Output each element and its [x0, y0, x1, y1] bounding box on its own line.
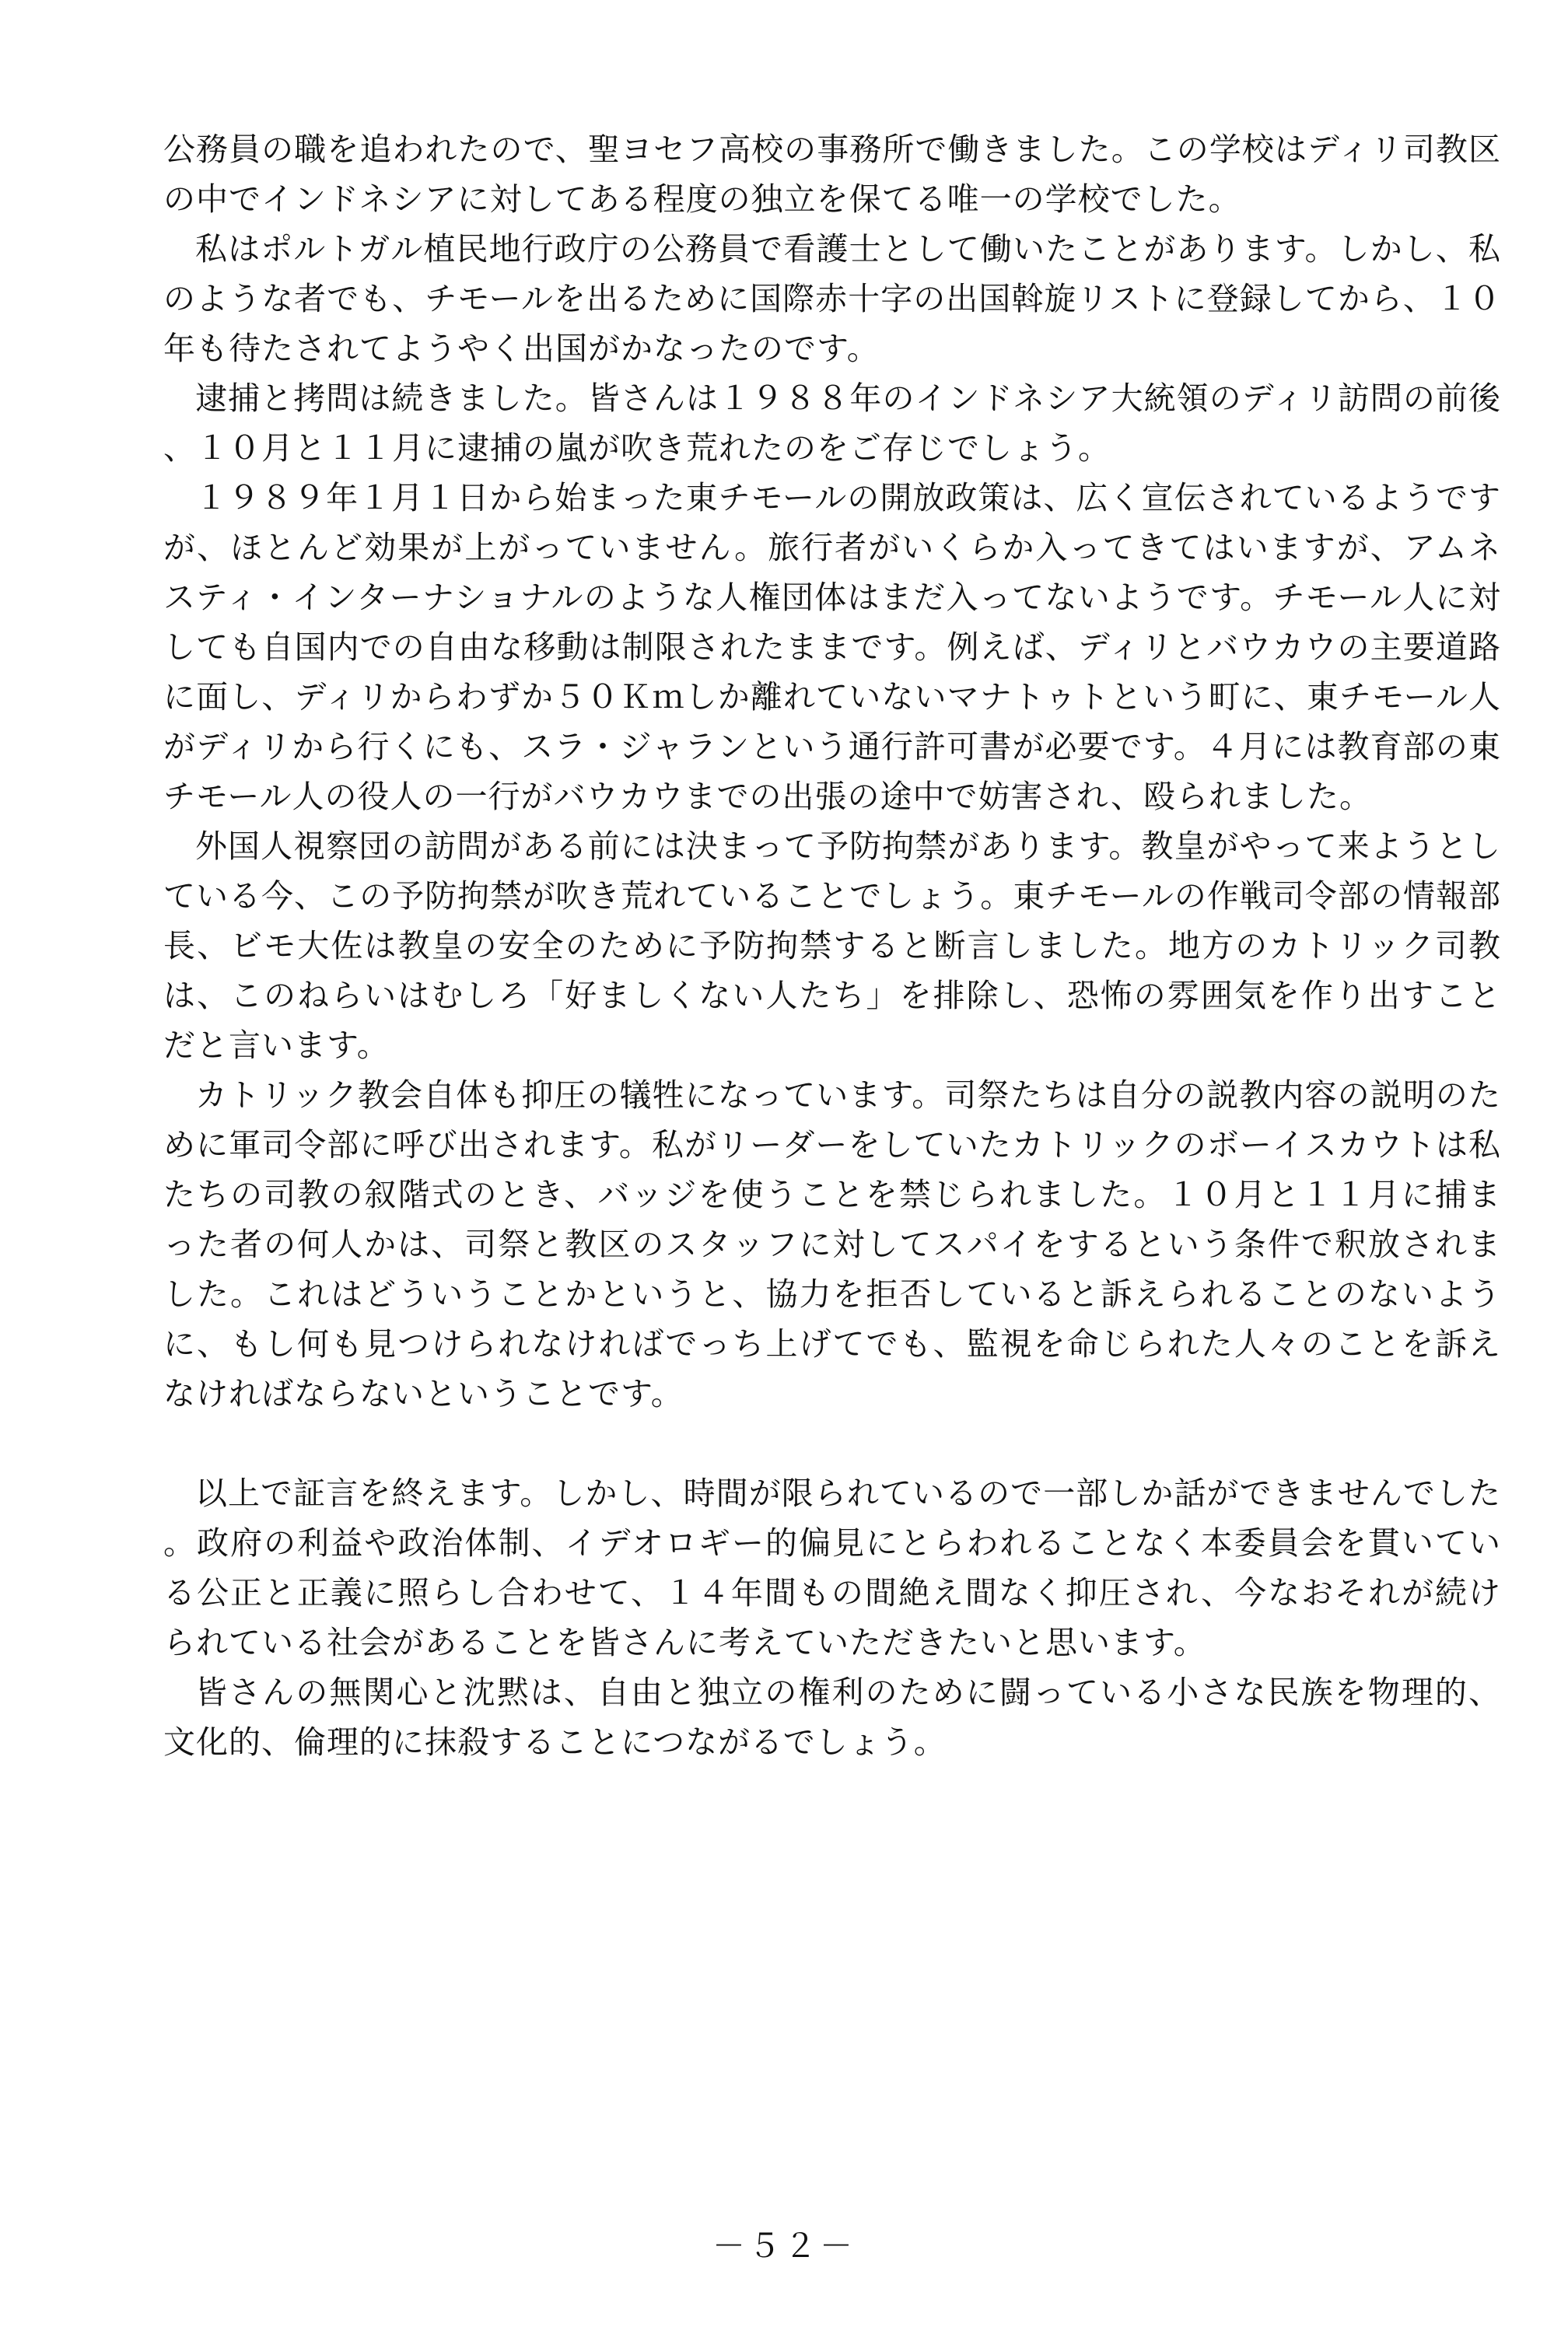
paragraph-catholic-church: カトリック教会自体も抑圧の犠牲になっています。司祭たちは自分の説教内容の説明のために軍司令部に呼び出されます。私がリーダーをしていたカトリックのボーイスカウトは私たちの司教の叙階式のとき、バッジを使うことを禁じられました。１０月と１１月に捕まった者の何人かは、司祭と教区のスタッフに対してスパイをするという条件で釈放されました。これはどういうことかというと、協力を拒否していると訴えられることのないように、もし何も見つけられなければでっち上げてでも、監視を命じられた人々のことを訴えなければならないということです。 [163, 1076, 1501, 1412]
paragraph-open-policy: １９８９年１月１日から始まった東チモールの開放政策は、広く宣伝されているようですが、ほとんど効果が上がっていません。旅行者がいくらか入ってきてはいますが、アムネスティ・インターナショナルのような人権団体はまだ入ってないようです。チモール人に対しても自国内での自由な移動は制限されたままです。例えば、ディリとバウカウの主要道路に面し、ディリからわずか５０Ｋｍしか離れていないマナトゥトという町に、東チモール人がディリから行くにも、スラ・ジャランという通行許可書が必要です。４月には教育部の東チモール人の役人の一行がバウカウまでの出張の途中で妨害され、殴られました。 [163, 479, 1501, 815]
paragraph-conclusion: 以上で証言を終えます。しかし、時間が限られているので一部しか話ができませんでした。政府の利益や政治体制、イデオロギー的偏見にとらわれることなく本委員会を貫いている公正と正義に照らし合わせて、１４年間もの間絶え間なく抑圧され、今なおそれが続けられている社会があることを皆さんに考えていただきたいと思います。 [163, 1475, 1501, 1661]
paragraph-arrests: 逮捕と拷問は続きました。皆さんは１９８８年のインドネシア大統領のディリ訪問の前後、１０月と１１月に逮捕の嵐が吹き荒れたのをご存じでしょう。 [163, 380, 1501, 467]
paragraph-employment: 公務員の職を追われたので、聖ヨセフ高校の事務所で働きました。この学校はディリ司教区の中でインドネシアに対してある程度の独立を保てる唯一の学校でした。 [163, 131, 1501, 218]
paragraph-appeal: 皆さんの無関心と沈黙は、自由と独立の権利のために闘っている小さな民族を物理的、文化的、倫理的に抹殺することにつながるでしょう。 [163, 1674, 1501, 1761]
paragraph-preventive-detention: 外国人視察団の訪問がある前には決まって予防拘禁があります。教皇がやって来ようとしている今、この予防拘禁が吹き荒れていることでしょう。東チモールの作戦司令部の情報部長、ビモ大佐は教皇の安全のために予防拘禁すると断言しました。地方のカトリック司教は、このねらいはむしろ「好ましくない人たち」を排除し、恐怖の雰囲気を作り出すことだと言います。 [163, 828, 1501, 1064]
paragraph-emigration: 私はポルトガル植民地行政庁の公務員で看護士として働いたことがあります。しかし、私のような者でも、チモールを出るために国際赤十字の出国斡旋リストに登録してから、１０年も待たされてようやく出国がかなったのです。 [163, 230, 1501, 367]
body-text [163, 124, 1501, 1767]
paragraph-gap [163, 1419, 1501, 1468]
page-number: －５２－ [712, 2227, 856, 2265]
